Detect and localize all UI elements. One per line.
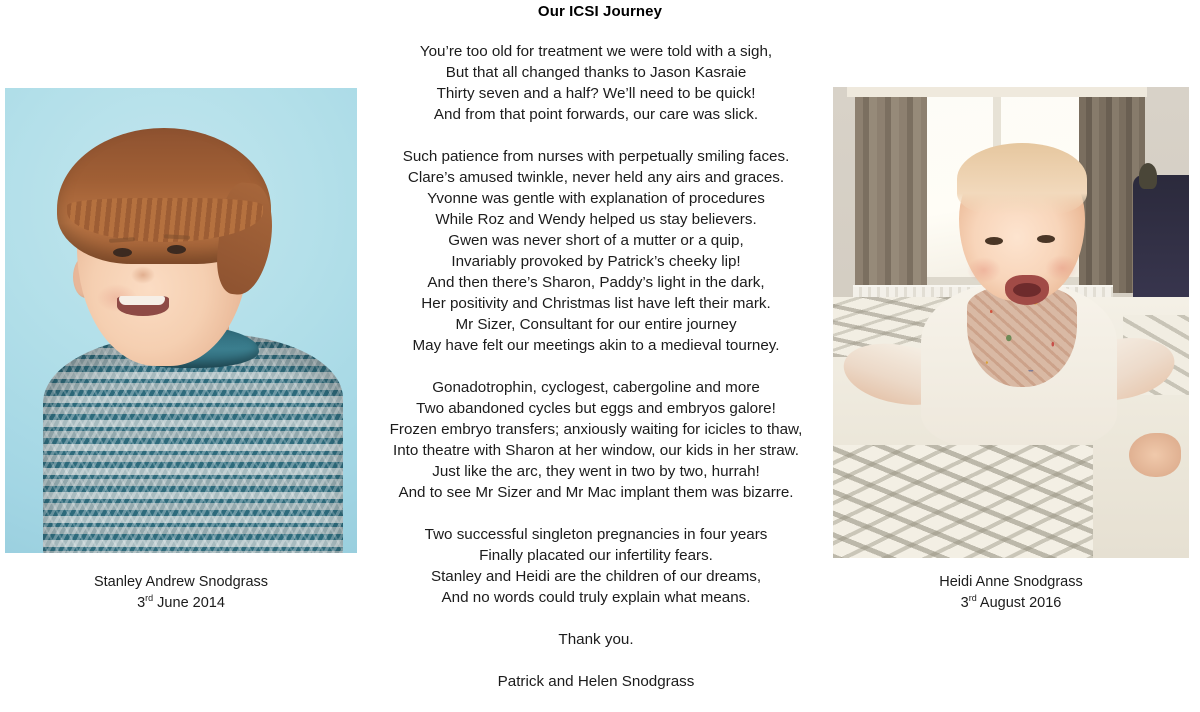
baby-hair <box>957 143 1087 215</box>
poem-line: Into theatre with Sharon at her window, our kids in her straw. <box>392 442 800 459</box>
poem-stanza <box>296 524 896 608</box>
poem-line: While Roz and Wendy helped us stay believers. <box>435 211 757 228</box>
poem-line: Her positivity and Christmas list have left their mark. <box>421 295 771 312</box>
baby-eye-right <box>1037 235 1055 243</box>
baby-cheek-left <box>967 257 1001 283</box>
baby-foot <box>1129 433 1181 477</box>
caption-stanley-date-ordinal: rd <box>145 593 154 604</box>
poem-line: But that all changed thanks to Jason Kasraie <box>445 64 747 81</box>
poem-line: Finally placated our infertility fears. <box>479 547 713 564</box>
poem-line: Gonadotrophin, cyclogest, cabergoline and more <box>432 379 760 396</box>
poem-line: May have felt our meetings akin to a medieval tourney. <box>412 337 780 354</box>
poem-line: Gwen was never short of a mutter or a quip, <box>448 232 744 249</box>
boy-teeth <box>119 296 165 305</box>
caption-stanley-date-day: 3 <box>137 595 146 611</box>
boy-nose <box>131 266 155 284</box>
poem-stanzas <box>296 41 896 608</box>
baby-cheek-right <box>1045 255 1079 281</box>
poem-line: Stanley and Heidi are the children of our dreams, <box>430 568 762 585</box>
poem-line: Such patience from nurses with perpetually smiling faces. <box>402 148 790 165</box>
bed-headboard-finial <box>1139 163 1157 189</box>
poem-line: Mr Sizer, Consultant for our entire journey <box>455 316 737 333</box>
page-title: Our ICSI Journey <box>537 3 663 20</box>
poem-stanza <box>296 377 896 503</box>
poem-stanza <box>296 146 896 356</box>
boy-eye-right <box>167 245 186 254</box>
poem-line: You’re too old for treatment we were told with a sigh, <box>419 43 773 60</box>
poem-line: Invariably provoked by Patrick’s cheeky lip! <box>451 253 741 270</box>
signature: Patrick and Helen Snodgrass <box>497 673 695 690</box>
poem-line: Two successful singleton pregnancies in four years <box>424 526 768 543</box>
poem-body <box>296 41 896 692</box>
poem-stanza <box>296 41 896 125</box>
caption-heidi-date-day: 3 <box>960 595 969 611</box>
baby-eye-left <box>985 237 1003 245</box>
caption-heidi-date-ordinal: rd <box>968 593 977 604</box>
poem-line: And no words could truly explain what means. <box>441 589 751 606</box>
caption-stanley-date-rest: June 2014 <box>153 595 225 611</box>
caption-heidi-name: Heidi Anne Snodgrass <box>939 574 1083 590</box>
poem-line: And then there’s Sharon, Paddy’s light in the dark, <box>427 274 765 291</box>
poem-line: Clare’s amused twinkle, never held any airs and graces. <box>407 169 785 186</box>
poem-line: Two abandoned cycles but eggs and embryos galore! <box>416 400 776 417</box>
bed-headboard <box>1133 175 1189 315</box>
boy-eye-left <box>113 248 132 257</box>
closing-thanks: Thank you. <box>558 631 634 648</box>
poem-line: Just like the arc, they went in two by two, hurrah! <box>432 463 760 480</box>
caption-heidi-date-rest: August 2016 <box>976 595 1062 611</box>
poem-line: And from that point forwards, our care was slick. <box>433 106 759 123</box>
baby-mouth-inner <box>1013 283 1041 297</box>
poem-line: And to see Mr Sizer and Mr Mac implant them was bizarre. <box>398 484 794 501</box>
poem-line: Frozen embryo transfers; anxiously waiting for icicles to thaw, <box>389 421 803 438</box>
caption-stanley-name: Stanley Andrew Snodgrass <box>93 574 269 590</box>
poem-line: Thirty seven and a half? We’ll need to be quick! <box>436 85 756 102</box>
poem-line: Yvonne was gentle with explanation of procedures <box>427 190 765 207</box>
